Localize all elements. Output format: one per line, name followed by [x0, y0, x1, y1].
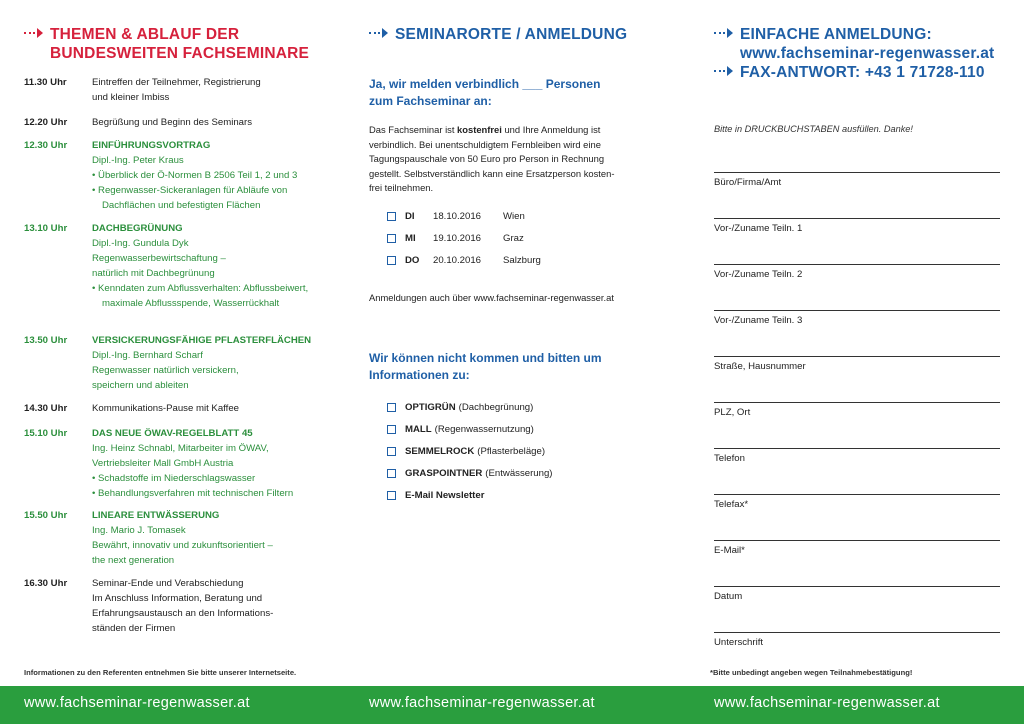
terms-text: Tagungspauschale von 50 Euro pro Person in Rechnung: [369, 153, 605, 164]
heading-line-1: THEMEN & ABLAUF DER: [50, 26, 240, 43]
form-line[interactable]: [714, 402, 1000, 403]
subheading-line: Informationen zu:: [369, 368, 470, 382]
terms-text: verbindlich. Bei unentschuldigtem Fernbleiben wird eine: [369, 138, 601, 150]
talk-text: Regenwasserbewirtschaftung –: [92, 253, 226, 264]
schedule-text: ständen der Firmen: [92, 623, 176, 634]
talk-text: speichern und ableiten: [92, 380, 189, 391]
required-footnote: *Bitte unbedingt angeben wegen Teilnahmebestätigung!: [710, 668, 913, 677]
info-option[interactable]: [387, 468, 552, 479]
field-label: Straße, Hausnummer: [714, 361, 806, 372]
subheading-line: zum Fachseminar an:: [369, 94, 492, 108]
date-day: DO: [405, 255, 420, 266]
checkbox[interactable]: [387, 491, 396, 500]
registration-column: [345, 0, 690, 686]
schedule-text: Eintreffen der Teilnehmer, Registrierung: [92, 77, 261, 88]
talk-text: natürlich mit Dachbegrünung: [92, 268, 215, 279]
dotted-arrow-icon: [714, 28, 736, 38]
company-desc: (Entwässerung): [485, 468, 553, 479]
schedule-time: 11.30 Uhr: [24, 77, 67, 88]
info-option[interactable]: [387, 424, 534, 435]
form-line[interactable]: [714, 494, 1000, 495]
date-day: DI: [405, 211, 415, 222]
date-value: 18.10.2016: [433, 211, 482, 222]
topic-bullet: • Regenwasser-Sickeranlagen für Abläufe von Dachflächen und befestigten Flächen: [92, 185, 288, 211]
checkbox[interactable]: [387, 234, 396, 243]
schedule-time: 12.30 Uhr: [24, 140, 68, 151]
speaker-name: Ing. Heinz Schnabl, Mitarbeiter im ÖWAV,: [92, 443, 269, 454]
newsletter-option[interactable]: [387, 490, 487, 501]
footer-url[interactable]: www.fachseminar-regenwasser.at: [714, 695, 940, 711]
checkbox[interactable]: [387, 447, 396, 456]
terms-bold: kostenfrei: [457, 124, 502, 135]
schedule-time: 15.10 Uhr: [24, 428, 68, 439]
registration-subheading: [369, 76, 659, 110]
newsletter-label: E-Mail Newsletter: [405, 490, 485, 501]
info-option[interactable]: [387, 446, 545, 457]
talk-title: LINEARE ENTWÄSSERUNG: [92, 510, 220, 521]
info-request-heading: [369, 350, 659, 384]
schedule-text: Begrüßung und Beginn des Seminars: [92, 117, 252, 128]
form-line[interactable]: [714, 218, 1000, 219]
form-line[interactable]: [714, 448, 1000, 449]
schedule-time: 15.50 Uhr: [24, 510, 68, 521]
info-option[interactable]: [387, 402, 533, 413]
schedule-text: Erfahrungsaustausch an den Informations-: [92, 608, 274, 619]
company-desc: (Dachbegrünung): [458, 402, 534, 413]
subheading-line: Ja, wir melden verbindlich ___ Personen: [369, 77, 601, 91]
heading-text: SEMINARORTE / ANMELDUNG: [395, 26, 628, 43]
talk-title: DACHBEGRÜNUNG: [92, 223, 183, 234]
topic-bullet: • Schadstoffe im Niederschlagswasser: [92, 473, 256, 484]
dotted-arrow-icon: [714, 66, 736, 76]
schedule-time: 13.10 Uhr: [24, 223, 68, 234]
checkbox[interactable]: [387, 403, 396, 412]
speaker-name: Dipl.-Ing. Bernhard Scharf: [92, 350, 203, 361]
terms-text: und Ihre Anmeldung ist: [501, 124, 601, 135]
talk-text: Regenwasser natürlich versickern,: [92, 365, 239, 376]
company-desc: (Pflasterbeläge): [477, 446, 546, 457]
field-label: Vor-/Zuname Teiln. 3: [714, 315, 803, 326]
company-name: OPTIGRÜN: [405, 402, 456, 413]
dotted-arrow-icon: [24, 28, 46, 38]
date-day: MI: [405, 233, 416, 244]
seminar-date-option[interactable]: [387, 211, 525, 222]
field-label: E-Mail*: [714, 545, 745, 556]
heading-text: EINFACHE ANMELDUNG:: [740, 26, 932, 43]
company-name: GRASPOINTNER: [405, 468, 483, 479]
heading-url[interactable]: www.fachseminar-regenwasser.at: [740, 45, 995, 62]
topic-bullet: • Überblick der Ö-Normen B 2506 Teil 1, 2 und 3: [92, 170, 298, 181]
schedule-time: 14.30 Uhr: [24, 403, 68, 414]
footer-url[interactable]: www.fachseminar-regenwasser.at: [369, 695, 595, 711]
terms-text: Das Fachseminar ist: [369, 124, 458, 135]
dotted-arrow-icon: [369, 28, 391, 38]
field-label: Datum: [714, 591, 743, 602]
speaker-name: Dipl.-Ing. Peter Kraus: [92, 155, 184, 166]
speaker-name: Ing. Mario J. Tomasek: [92, 525, 186, 536]
talk-text: the next generation: [92, 555, 175, 566]
talk-title: VERSICKERUNGSFÄHIGE PFLASTERFLÄCHEN: [92, 335, 312, 346]
talk-text: Vertriebsleiter Mall GmbH Austria: [92, 458, 234, 469]
checkbox[interactable]: [387, 425, 396, 434]
schedule-time: 16.30 Uhr: [24, 578, 68, 589]
date-city: Salzburg: [503, 255, 541, 266]
schedule-text: Seminar-Ende und Verabschiedung: [92, 578, 244, 589]
schedule-time: 13.50 Uhr: [24, 335, 68, 346]
field-label: Büro/Firma/Amt: [714, 177, 782, 188]
schedule-time: 12.20 Uhr: [24, 117, 68, 128]
form-line[interactable]: [714, 632, 1000, 633]
field-label: Vor-/Zuname Teiln. 1: [714, 223, 803, 234]
company-name: MALL: [405, 424, 432, 435]
checkbox[interactable]: [387, 256, 396, 265]
checkbox[interactable]: [387, 212, 396, 221]
form-line[interactable]: [714, 310, 1000, 311]
date-value: 19.10.2016: [433, 233, 482, 244]
registration-heading: [369, 25, 627, 44]
heading-line-2: BUNDESWEITEN FACHSEMINARE: [50, 45, 310, 62]
topic-bullet: • Behandlungsverfahren mit technischen Filtern: [92, 488, 294, 499]
footer-url[interactable]: www.fachseminar-regenwasser.at: [24, 695, 250, 711]
program-heading: [24, 25, 309, 63]
talk-title: DAS NEUE ÖWAV-REGELBLATT 45: [92, 428, 253, 439]
seminar-date-option[interactable]: [387, 233, 524, 244]
terms-text: gestellt. Selbstverständlich kann eine Ersatzperson kosten-: [369, 167, 615, 179]
terms-text: frei teilnehmen.: [369, 182, 434, 193]
fax-number: FAX-ANTWORT: +43 1 71728-110: [740, 64, 985, 81]
form-hint: Bitte in DRUCKBUCHSTABEN ausfüllen. Danke!: [714, 124, 913, 134]
date-city: Wien: [503, 211, 525, 222]
footer-bar: [0, 686, 1024, 724]
form-line[interactable]: [714, 586, 1000, 587]
form-line[interactable]: [714, 356, 1000, 357]
form-line[interactable]: [714, 264, 1000, 265]
field-label: Unterschrift: [714, 637, 764, 648]
company-desc: (Regenwassernutzung): [434, 424, 534, 435]
date-value: 20.10.2016: [433, 255, 482, 266]
talk-text: Bewährt, innovativ und zukunftsorientiert –: [92, 540, 273, 551]
speaker-name: Dipl.-Ing. Gundula Dyk: [92, 238, 189, 249]
seminar-date-option[interactable]: [387, 255, 541, 266]
topic-bullet: • Kenndaten zum Abflussverhalten: Abflussbeiwert, maximale Abflussspende, Wasserrückhalt: [92, 283, 309, 309]
field-label: Vor-/Zuname Teiln. 2: [714, 269, 803, 280]
date-city: Graz: [503, 233, 524, 244]
fax-heading: [714, 25, 994, 82]
schedule-text: und kleiner Imbiss: [92, 92, 170, 103]
checkbox[interactable]: [387, 469, 396, 478]
company-name: SEMMELROCK: [405, 446, 475, 457]
schedule-text: Kommunikations-Pause mit Kaffee: [92, 403, 239, 414]
talk-title: EINFÜHRUNGSVORTRAG: [92, 140, 211, 151]
fax-form-column: [690, 0, 1024, 686]
subheading-line: Wir können nicht kommen und bitten um: [369, 351, 602, 365]
form-line[interactable]: [714, 540, 1000, 541]
form-line[interactable]: [714, 172, 1000, 173]
referent-footnote: Informationen zu den Referenten entnehmen Sie bitte unserer Internetseite.: [24, 668, 297, 677]
field-label: Telefon: [714, 453, 745, 464]
online-registration-note: Anmeldungen auch über www.fachseminar-regenwasser.at: [369, 292, 614, 303]
field-label: Telefax*: [714, 499, 749, 510]
program-column: [0, 0, 345, 686]
registration-terms: [369, 123, 659, 196]
schedule-text: Im Anschluss Information, Beratung und: [92, 593, 263, 604]
field-label: PLZ, Ort: [714, 407, 751, 418]
